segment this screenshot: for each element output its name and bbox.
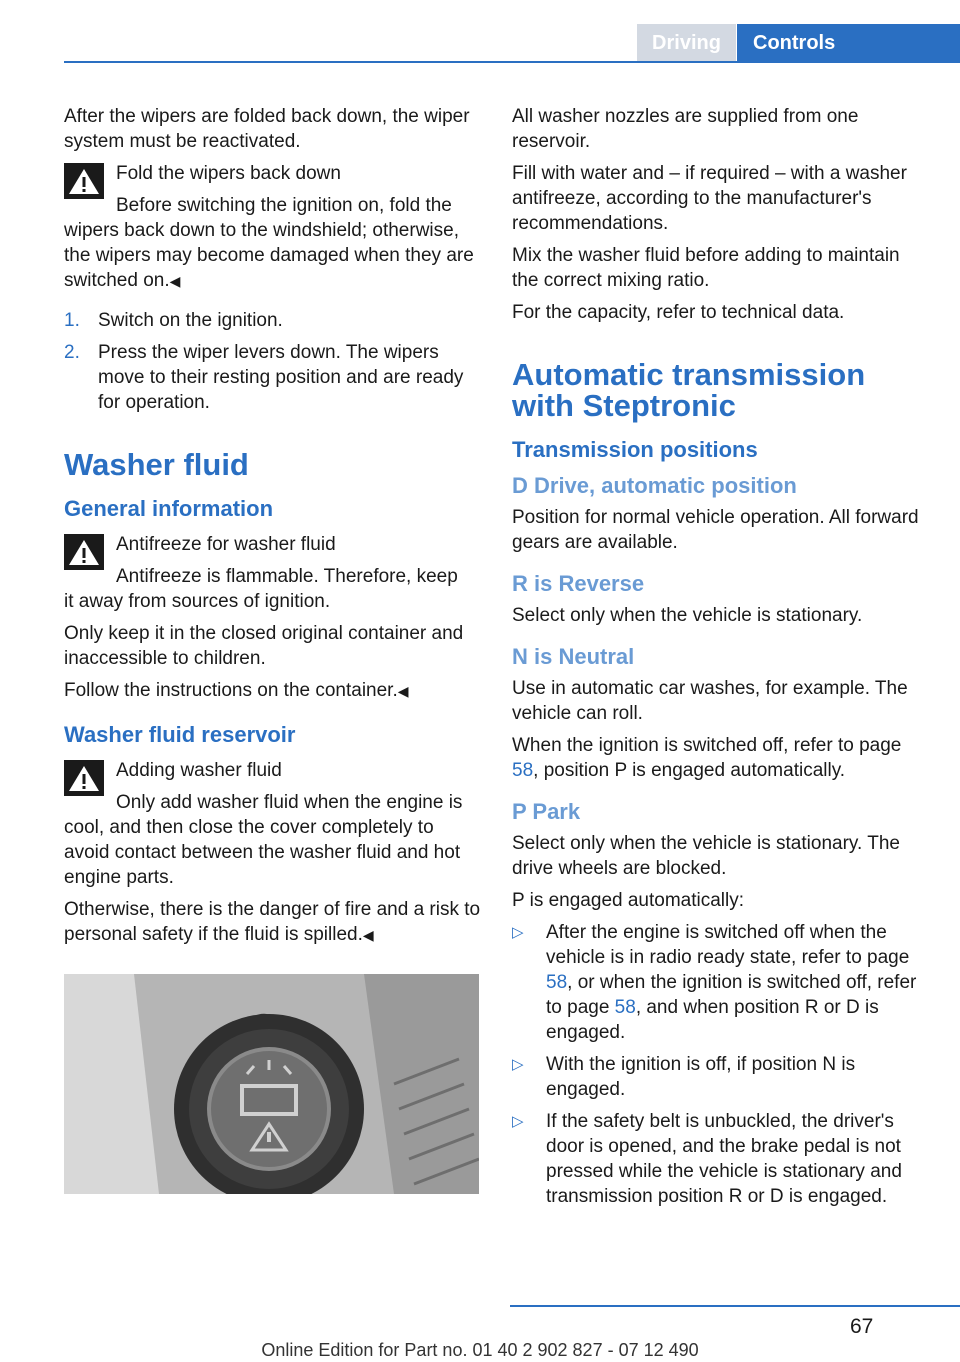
heading-washer-fluid-reservoir: Washer fluid reservoir: [64, 722, 296, 747]
list-item: ▷ If the safety belt is unbuckled, the driver's door is opened, and the brake pedal is not pressed while the vehicle is stationary and transmission position R or D is engaged.: [512, 1111, 902, 1207]
warning-icon: [64, 534, 104, 570]
paragraph-n-neutral-2: When the ignition is switched off, refer to page 58, position P is engaged automatically.: [512, 735, 902, 781]
paragraph-follow: Follow the instructions on the container.◀: [64, 678, 482, 704]
left-column: [64, 104, 482, 1194]
paragraph-n-neutral-1: Use in automatic car washes, for example. The vehicle can roll.: [512, 678, 908, 724]
warning-text: cool, and then close the cover completely to avoid contact between the washer fluid and hot engine parts.: [64, 817, 461, 888]
page-number: 67: [850, 1315, 874, 1338]
list-item: ▷ With the ignition is off, if position N is engaged.: [512, 1054, 856, 1100]
steps-list: [64, 308, 482, 415]
warning-icon: [64, 163, 104, 199]
bullet-list: [512, 920, 930, 1209]
page-link[interactable]: 58: [546, 972, 568, 993]
end-mark-icon: ◀: [169, 273, 181, 289]
warning-text: it away from sources of ignition.: [64, 591, 331, 612]
warning-text-first: Only add washer fluid when the engine is: [116, 792, 463, 813]
warning-icon: [64, 760, 104, 796]
warning-title: Adding washer fluid: [116, 760, 282, 781]
heading-r-reverse: R is Reverse: [512, 571, 645, 596]
bullet-icon: ▷: [512, 1056, 524, 1073]
list-item: ▷ After the engine is switched off when the vehicle is in radio ready state, refer to page 58, or when the ignition is switched off, refer to page 58, and when position R or D is engaged.: [512, 922, 917, 1043]
end-mark-icon: ◀: [397, 683, 409, 699]
paragraph-capacity: For the capacity, refer to technical data.: [512, 302, 845, 323]
paragraph-keep: Only keep it in the closed original container and inaccessible to children.: [64, 623, 464, 669]
bullet-icon: ▷: [512, 924, 524, 941]
warning-text-first: Antifreeze is flammable. Therefore, keep: [116, 566, 458, 587]
washer-reservoir-photo: [64, 974, 479, 1194]
warning-title: Fold the wipers back down: [116, 163, 341, 184]
header-divider: [64, 61, 960, 63]
heading-general-information: General information: [64, 496, 274, 521]
warning-adding-fluid: [64, 758, 482, 890]
end-mark-icon: ◀: [362, 927, 374, 943]
paragraph-p-park-2: P is engaged automatically:: [512, 890, 745, 911]
warning-title: Antifreeze for washer fluid: [116, 534, 336, 555]
page-header: [0, 0, 960, 64]
page-link[interactable]: 58: [614, 997, 636, 1018]
warning-text: wipers back down to the windshield; otherwise, the wipers may become damaged when they are switched on.◀: [64, 218, 482, 294]
paragraph-danger: Otherwise, there is the danger of fire and a risk to personal safety if the fluid is spilled.◀: [64, 897, 482, 948]
warning-text-first: Before switching the ignition on, fold the: [116, 195, 452, 216]
warning-antifreeze: [64, 532, 482, 614]
paragraph-mix: Mix the washer fluid before adding to maintain the correct mixing ratio.: [512, 245, 900, 291]
right-column: [512, 104, 930, 1216]
warning-fold-wipers: [64, 161, 482, 294]
tab-driving: Driving: [637, 24, 736, 62]
heading-n-neutral: N is Neutral: [512, 644, 635, 669]
list-item: 2. Press the wiper levers down. The wipers move to their resting position and are ready for operation.: [64, 342, 464, 413]
washer-cap-illustration: [64, 974, 479, 1194]
page-link[interactable]: 58: [512, 760, 534, 781]
list-item: 1. Switch on the ignition.: [64, 310, 283, 331]
intro-paragraph: After the wipers are folded back down, the wiper system must be reactivated.: [64, 106, 470, 152]
section-heading-automatic-transmission: Automatic transmission with Steptronic: [512, 357, 866, 423]
bullet-icon: ▷: [512, 1113, 524, 1130]
paragraph-p-park-1: Select only when the vehicle is stationary. The drive wheels are blocked.: [512, 833, 900, 879]
footer-divider: [510, 1305, 960, 1307]
edition-footer: Online Edition for Part no. 01 40 2 902 827 - 07 12 490: [261, 1340, 699, 1360]
paragraph-nozzles: All washer nozzles are supplied from one reservoir.: [512, 106, 859, 152]
heading-p-park: P Park: [512, 799, 581, 824]
tab-controls: Controls: [737, 24, 960, 62]
paragraph-r-reverse: Select only when the vehicle is stationary.: [512, 605, 863, 626]
heading-d-drive: D Drive, automatic position: [512, 473, 797, 498]
paragraph-d-drive: Position for normal vehicle operation. All forward gears are available.: [512, 507, 919, 553]
section-heading-washer-fluid: Washer fluid: [64, 447, 249, 482]
heading-transmission-positions: Transmission positions: [512, 437, 758, 462]
paragraph-fill: Fill with water and – if required – with a washer antifreeze, according to the manufacturer's recommendations.: [512, 163, 907, 234]
